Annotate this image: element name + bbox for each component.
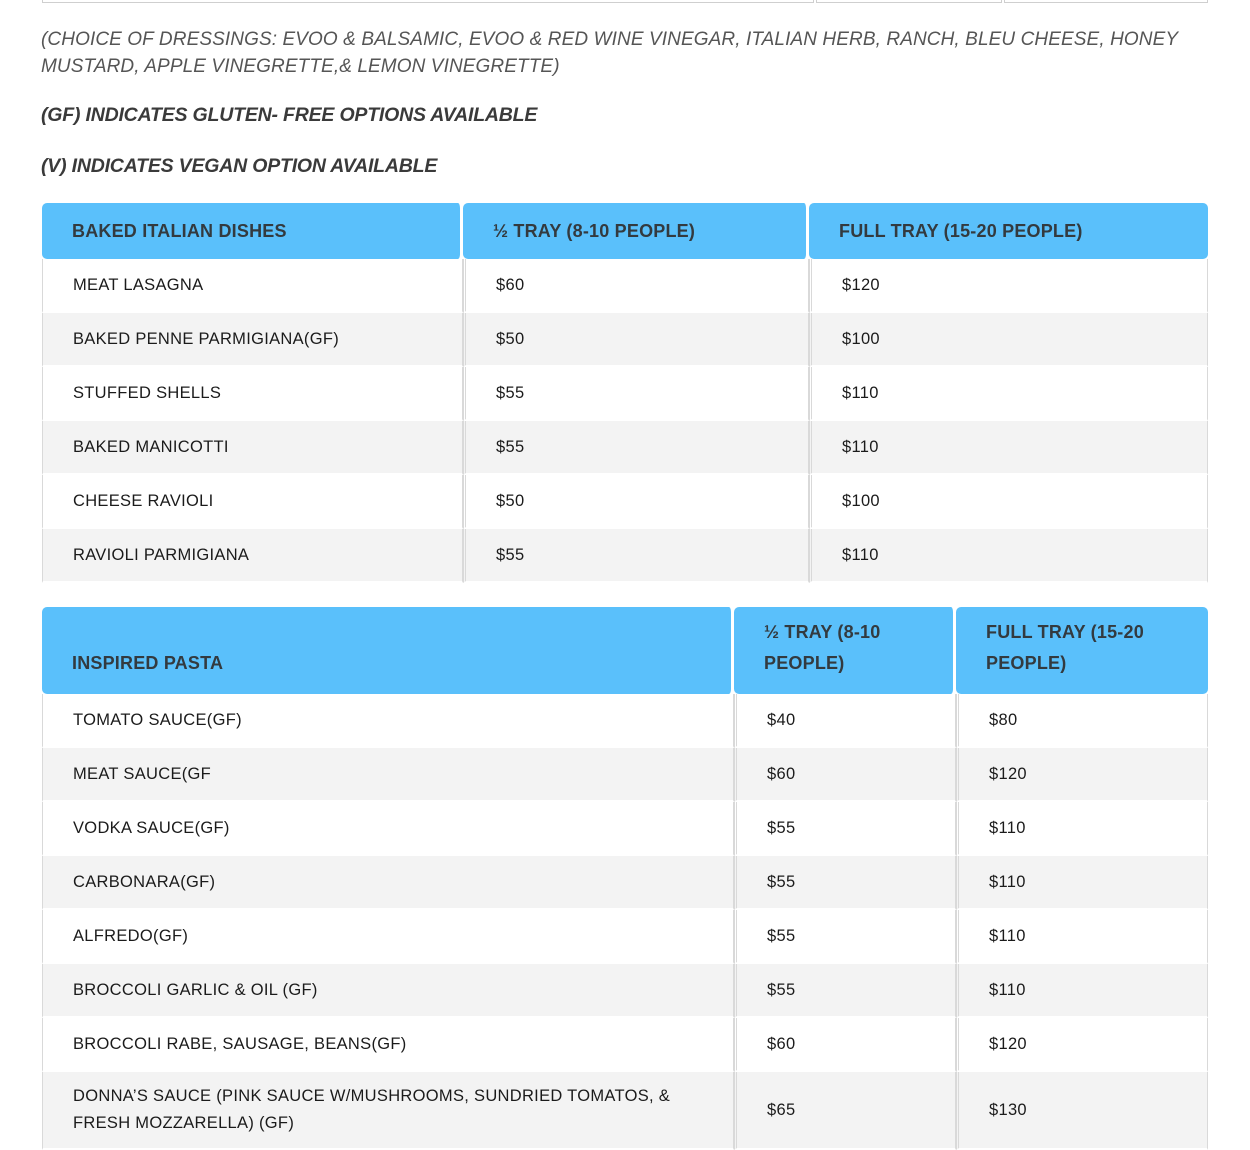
table-row [42, 964, 1208, 1018]
dish-name: ALFREDO(GF) [42, 910, 734, 964]
dish-name: RAVIOLI PARMIGIANA [42, 529, 463, 583]
table-row [42, 475, 1208, 529]
table-header-row [42, 607, 1208, 694]
dish-name: TOMATO SAUCE(GF) [42, 694, 734, 748]
previous-table-bottom-edge [42, 0, 1208, 3]
full-tray-price: $110 [809, 421, 1208, 475]
column-header-half-tray: ½ TRAY (8-10 PEOPLE) [734, 607, 956, 694]
half-tray-price: $55 [463, 421, 809, 475]
table-row [42, 313, 1208, 367]
table-row [42, 259, 1208, 313]
half-tray-price: $40 [734, 694, 956, 748]
dish-name: MEAT SAUCE(GF [42, 748, 734, 802]
column-header-half-tray: ½ TRAY (8-10 PEOPLE) [463, 203, 809, 259]
column-header-dish: BAKED ITALIAN DISHES [42, 203, 463, 259]
dish-name: VODKA SAUCE(GF) [42, 802, 734, 856]
half-tray-price: $60 [734, 748, 956, 802]
full-tray-price: $100 [809, 475, 1208, 529]
full-tray-price: $120 [809, 259, 1208, 313]
table-row [42, 802, 1208, 856]
full-tray-price: $110 [956, 856, 1208, 910]
dish-name: BAKED MANICOTTI [42, 421, 463, 475]
table-row [42, 1018, 1208, 1072]
dish-name: STUFFED SHELLS [42, 367, 463, 421]
half-tray-price: $50 [463, 475, 809, 529]
column-header-dish: INSPIRED PASTA [42, 607, 734, 694]
full-tray-price: $110 [956, 964, 1208, 1018]
full-tray-price: $110 [809, 529, 1208, 583]
full-tray-price: $120 [956, 748, 1208, 802]
dish-name: BAKED PENNE PARMIGIANA(GF) [42, 313, 463, 367]
table-row [42, 910, 1208, 964]
half-tray-price: $65 [734, 1072, 956, 1150]
table-row [42, 748, 1208, 802]
half-tray-price: $55 [734, 856, 956, 910]
half-tray-price: $60 [734, 1018, 956, 1072]
table-row [42, 1072, 1208, 1150]
half-tray-price: $55 [734, 802, 956, 856]
full-tray-price: $110 [809, 367, 1208, 421]
table-row [42, 421, 1208, 475]
full-tray-price: $130 [956, 1072, 1208, 1150]
dressings-note: (CHOICE OF DRESSINGS: EVOO & BALSAMIC, EVOO & RED WINE VINEGAR, ITALIAN HERB, RANCH, BLEU CHEESE, HONEY MUSTARD, APPLE VINEGRETTE,& LEMON VINEGRETTE) [41, 29, 1178, 77]
table-row [42, 856, 1208, 910]
full-tray-price: $100 [809, 313, 1208, 367]
half-tray-price: $50 [463, 313, 809, 367]
dish-name: CHEESE RAVIOLI [42, 475, 463, 529]
dish-name: CARBONARA(GF) [42, 856, 734, 910]
baked-italian-dishes-table [42, 203, 1208, 583]
table-header-row [42, 203, 1208, 259]
gluten-free-note: (GF) INDICATES GLUTEN- FREE OPTIONS AVAILABLE [41, 104, 538, 126]
half-tray-price: $55 [463, 529, 809, 583]
full-tray-price: $110 [956, 802, 1208, 856]
column-header-full-tray: FULL TRAY (15-20 PEOPLE) [809, 203, 1208, 259]
dish-name: BROCCOLI GARLIC & OIL (GF) [42, 964, 734, 1018]
table-row [42, 367, 1208, 421]
table-row [42, 694, 1208, 748]
table-row [42, 529, 1208, 583]
inspired-pasta-table [42, 607, 1208, 1150]
full-tray-price: $110 [956, 910, 1208, 964]
full-tray-price: $120 [956, 1018, 1208, 1072]
vegan-note: (V) INDICATES VEGAN OPTION AVAILABLE [41, 155, 438, 177]
half-tray-price: $55 [463, 367, 809, 421]
full-tray-price: $80 [956, 694, 1208, 748]
half-tray-price: $55 [734, 964, 956, 1018]
half-tray-price: $55 [734, 910, 956, 964]
half-tray-price: $60 [463, 259, 809, 313]
dish-name: DONNA’S SAUCE (PINK SAUCE W/MUSHROOMS, SUNDRIED TOMATOS, & FRESH MOZZARELLA) (GF) [42, 1072, 734, 1150]
column-header-full-tray: FULL TRAY (15-20 PEOPLE) [956, 607, 1208, 694]
dish-name: MEAT LASAGNA [42, 259, 463, 313]
dish-name: BROCCOLI RABE, SAUSAGE, BEANS(GF) [42, 1018, 734, 1072]
